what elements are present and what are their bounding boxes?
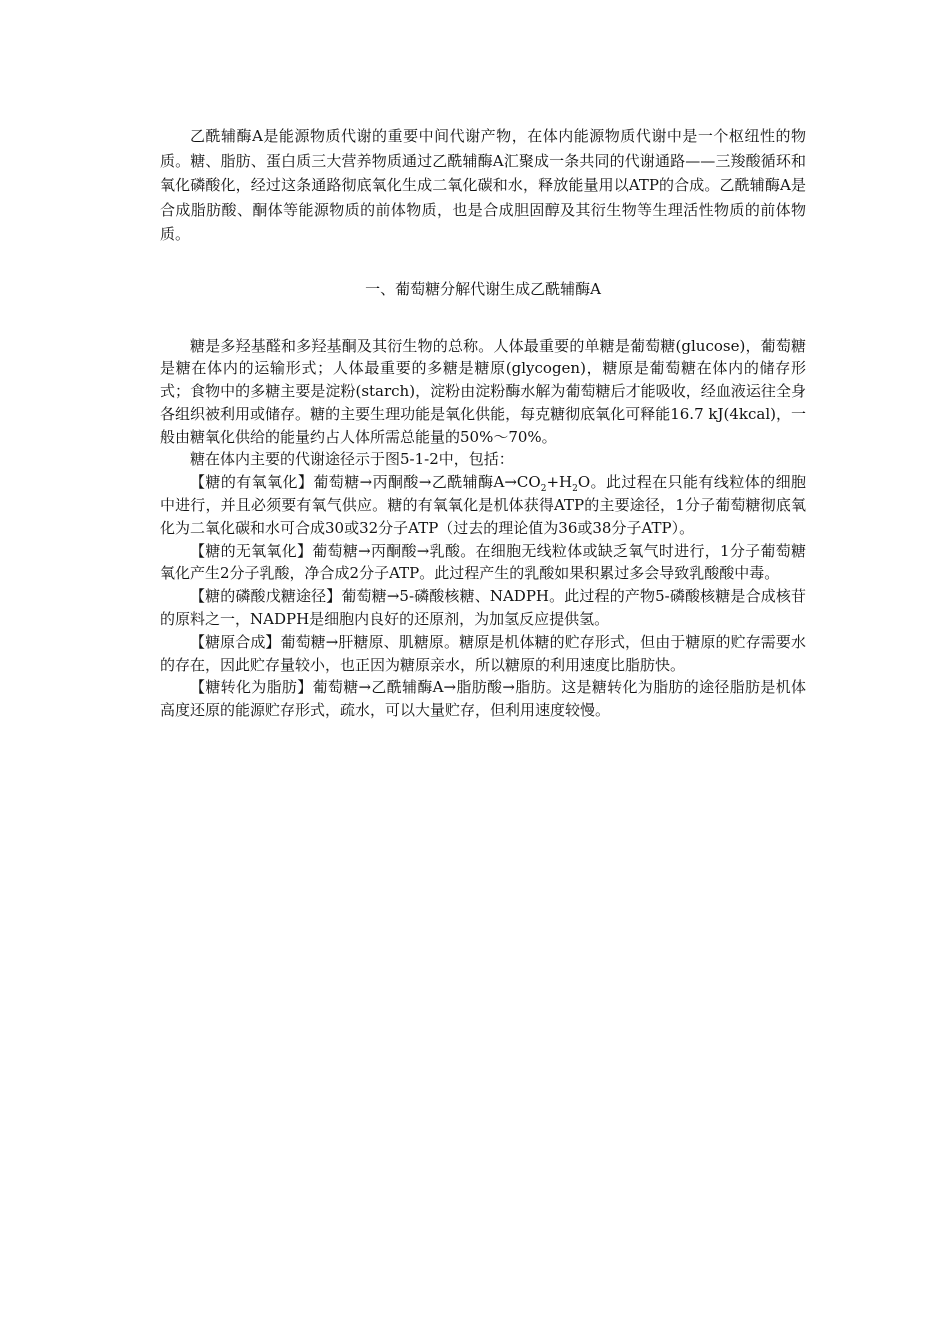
intro-paragraph: 乙酰辅酶A是能源物质代谢的重要中间代谢产物，在体内能源物质代谢中是一个枢纽性的物质。糖、脂肪、蛋白质三大营养物质通过乙酰辅酶A汇聚成一条共同的代谢通路——三羧酸循环和氧化磷酸化，经过这条通路彻底氧化生成二氧化碳和水，释放能量用以ATP的合成。乙酰辅酶A是合成脂肪酸、酮体等能源物质的前体物质，也是合成胆固醇及其衍生物等生理活性物质的前体物质。 xyxy=(160,127,806,243)
definition-paragraph: 糖是多羟基醛和多羟基酮及其衍生物的总称。人体最重要的单糖是葡萄糖(glucose)，葡萄糖是糖在体内的运输形式；人体最重要的多糖是糖原(glycogen)，糖原是葡萄糖在体内的储存形式；食物中的多糖主要是淀粉(starch)，淀粉由淀粉酶水解为葡萄糖后才能吸收，经血液运往全身各组织被利用或储存。糖的主要生理功能是氧化供能，每克糖彻底氧化可释能16.7 kJ(4kcal)，一般由糖氧化供给的能量约占人体所需总能量的50%～70%。 xyxy=(160,336,806,446)
aerobic-oxidation-paragraph xyxy=(160,471,806,539)
aerobic-oxidation-tag: 【糖的有氧氧化】 xyxy=(190,473,314,492)
pentose-phosphate-text: 葡萄糖→5-磷酸核糖、NADPH。此过程的产物5-磷酸核糖是合成核苷的原料之一，NADPH是细胞内良好的还原剂，为加氢反应提供氢。 xyxy=(160,587,806,629)
pathways-intro-paragraph: 糖在体内主要的代谢途径示于图5-1-2中，包括： xyxy=(190,450,514,469)
aerobic-formula-pre: 葡萄糖→丙酮酸→乙酰辅酶A→CO xyxy=(313,473,541,492)
aerobic-subscript-co2: 2 xyxy=(540,484,547,495)
aerobic-formula-mid: +H xyxy=(546,473,573,492)
pentose-phosphate-tag: 【糖的磷酸戊糖途径】 xyxy=(190,587,342,606)
pentose-phosphate-paragraph xyxy=(160,585,806,631)
glycogenesis-tag: 【糖原合成】 xyxy=(190,632,281,651)
aerobic-text: O。此过程在只能有线粒体的细胞中进行，并且必须要有氧气供应。糖的有氧氧化是机体获得ATP的主要途径，1分子葡萄糖彻底氧化为二氧化碳和水可合成30或32分子ATP（过去的理论值为36或38分子ATP）。 xyxy=(160,473,806,537)
document-page xyxy=(160,124,806,722)
section-heading: 一、葡萄糖分解代谢生成乙酰辅酶A xyxy=(365,279,601,298)
anaerobic-text: 葡萄糖→丙酮酸→乳酸。在细胞无线粒体或缺乏氧气时进行，1分子葡萄糖氧化产生2分子乳酸，净合成2分子ATP。此过程产生的乳酸如果积累过多会导致乳酸酸中毒。 xyxy=(160,541,806,583)
anaerobic-oxidation-tag: 【糖的无氧氧化】 xyxy=(190,541,313,560)
anaerobic-oxidation-paragraph xyxy=(160,540,806,586)
glycogenesis-paragraph xyxy=(160,631,806,677)
lipogenesis-tag: 【糖转化为脂肪】 xyxy=(190,678,313,697)
lipogenesis-text: 葡萄糖→乙酰辅酶A→脂肪酸→脂肪。这是糖转化为脂肪的途径脂肪是机体高度还原的能源贮存形式，疏水，可以大量贮存，但利用速度较慢。 xyxy=(160,678,806,720)
aerobic-subscript-h2o: 2 xyxy=(572,484,578,495)
glycogenesis-text: 葡萄糖→肝糖原、肌糖原。糖原是机体糖的贮存形式，但由于糖原的贮存需要水的存在，因此贮存量较小，也正因为糖原亲水，所以糖原的利用速度比脂肪快。 xyxy=(160,632,806,674)
lipogenesis-paragraph xyxy=(160,676,806,722)
